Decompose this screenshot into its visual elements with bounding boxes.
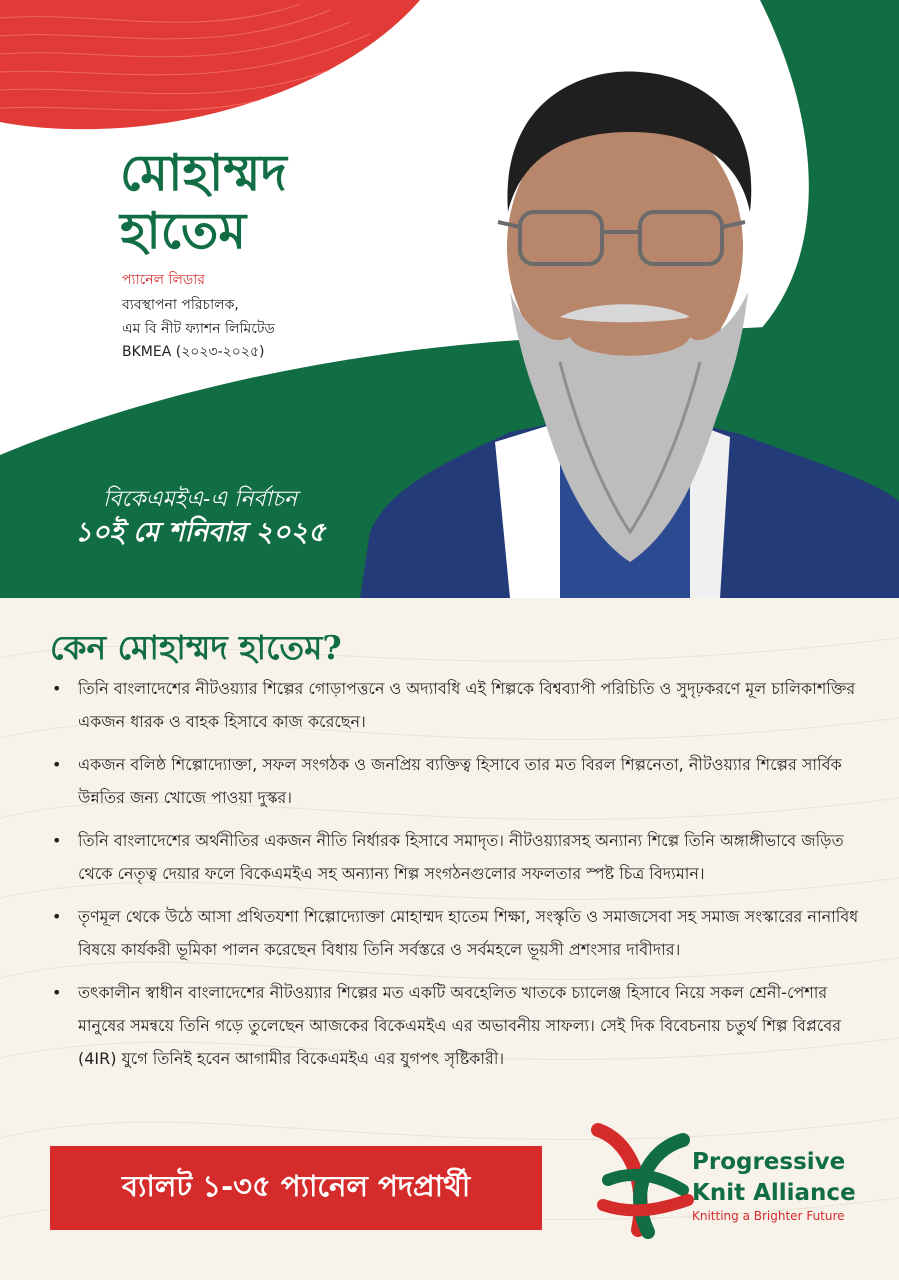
- brand-tagline: Knitting a Brighter Future: [692, 1209, 845, 1223]
- candidate-name-line2: হাতেম: [120, 201, 247, 260]
- hero-section: [0, 0, 899, 598]
- designation-line1: ব্যবস্থাপনা পরিচালক,: [122, 297, 239, 313]
- list-item: • তিনি বাংলাদেশের নীটওয়্যার শিল্পের গোড়াপত্তনে ও অদ্যাবধি এই শিল্পকে বিশ্বব্যাপী পরিচিতি ও সুদৃঢ়করণে মূল চালিকাশক্তির একজন ধারক ও বাহক হিসাবে কাজ করেছেন।: [50, 672, 860, 738]
- designation-line3: BKMEA (২০২৩-২০২৫): [122, 344, 265, 360]
- candidate-portrait: [360, 62, 899, 598]
- brand-name-line1: Progressive: [692, 1149, 846, 1175]
- election-title: বিকেএমইএ-এ নির্বাচন: [102, 487, 298, 512]
- why-heading: কেন মোহাম্মদ হাতেম?: [50, 628, 342, 667]
- list-item: • একজন বলিষ্ঠ শিল্পোদ্যোক্তা, সফল সংগঠক ও জনপ্রিয় ব্যক্তিত্ব হিসাবে তার মত বিরল শিল্পনেতা, নীটওয়্যার শিল্পের সার্বিক উন্নতির জন্য খোজে পাওয়া দুস্কর।: [50, 748, 860, 814]
- list-item: • তৎকালীন স্বাধীন বাংলাদেশের নীটওয়্যার শিল্পের মত একটি অবহেলিত খাতকে চ্যালেঞ্জ হিসাবে নিয়ে সকল শ্রেনী-পেশার মানুষের সমন্বয়ে তিনি গড়ে তুলেছেন আজকের বিকেএমইএ এর অভাবনীয় সাফল্য। সেই দিক বিবেচনায় চতুর্থ শিল্প বিপ্লবের (4IR) যুগে তিনিই হবেন আগামীর বিকেএমইএ এর যুগপৎ সৃষ্টিকারী।: [50, 976, 860, 1075]
- candidate-name-line1: মোহাম্মদ: [120, 143, 287, 202]
- brand-name-line2: Knit Alliance: [692, 1180, 856, 1206]
- ballot-banner: ব্যালট ১-৩৫ প্যানেল পদপ্রার্থী: [50, 1146, 542, 1230]
- reasons-list: [50, 672, 860, 1085]
- candidate-role: প্যানেল লিডার: [122, 272, 205, 288]
- election-date: ১০ই মে শনিবার ২০২৫: [74, 517, 326, 548]
- list-item: • তিনি বাংলাদেশের অর্থনীতির একজন নীতি নির্ধারক হিসাবে সমাদৃত। নীটওয়্যারসহ অন্যান্য শিল্পে তিনি অঙ্গাঙ্গীভাবে জড়িত থেকে নেতৃত্ব দেয়ার ফলে বিকেএমইএ সহ অন্যান্য শিল্প সংগঠনগুলোর সফলতার স্পষ্ট চিত্র বিদ্যমান।: [50, 824, 860, 890]
- knit-alliance-logo-icon: [588, 1120, 698, 1240]
- designation-line2: এম বি নীট ফ্যাশন লিমিটেড: [122, 321, 275, 337]
- list-item: • তৃণমূল থেকে উঠে আসা প্রথিতযশা শিল্পোদ্যোক্তা মোহাম্মদ হাতেম শিক্ষা, সংস্কৃতি ও সমাজসেবা সহ সমাজ সংস্কারের নানাবিধ বিষয়ে কার্যকরী ভূমিকা পালন করেছেন বিধায় তিনি সর্বস্তরে ও সর্বমহলে ভূয়সী প্রশংসার দাবীদার।: [50, 900, 860, 966]
